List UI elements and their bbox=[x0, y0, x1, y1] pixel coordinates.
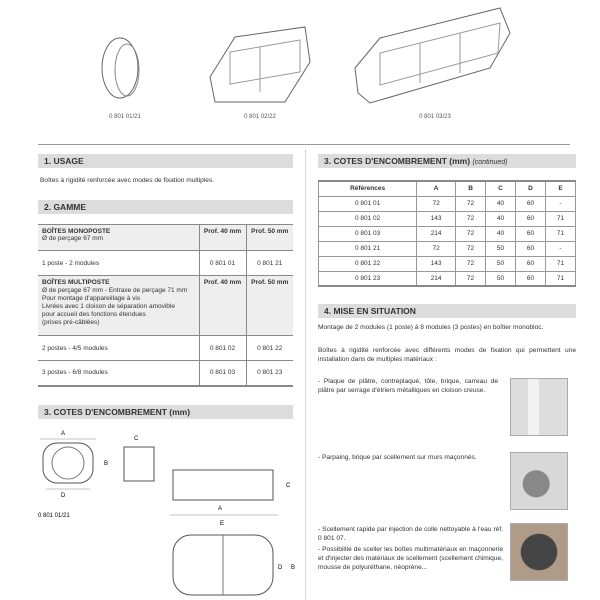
table-cell: 0 801 22 bbox=[319, 256, 417, 271]
svg-text:A: A bbox=[218, 506, 223, 512]
column-divider bbox=[305, 150, 306, 600]
table-row bbox=[319, 211, 576, 226]
table-cell: 71 bbox=[546, 211, 576, 226]
table-cell: 0 801 21 bbox=[319, 241, 417, 256]
table-cell: 71 bbox=[546, 226, 576, 241]
table-cell: 214 bbox=[417, 226, 456, 241]
table-cell: 72 bbox=[456, 271, 486, 286]
table-cell: 72 bbox=[456, 211, 486, 226]
svg-text:C: C bbox=[134, 436, 139, 442]
mise-text-2: Boîtes à rigidité renforcée avec différents modes de fixation qui permettent une installation dans de multiples matériaux : bbox=[318, 347, 576, 363]
install-photo-plasterboard bbox=[510, 378, 568, 436]
table-cell: 40 bbox=[486, 211, 516, 226]
svg-text:0 801 01/21: 0 801 01/21 bbox=[38, 513, 70, 519]
install-photo-masonry bbox=[510, 452, 568, 510]
table-cell: 60 bbox=[516, 271, 546, 286]
section-mise-title: 4. MISE EN SITUATION bbox=[318, 304, 576, 318]
table-cell: 71 bbox=[546, 256, 576, 271]
svg-text:C: C bbox=[286, 483, 291, 489]
table-row bbox=[319, 256, 576, 271]
bullet-3: - Scellement rapide par injection de colle nettoyable à l'eau réf. 0 801 07. bbox=[318, 526, 503, 542]
svg-text:D: D bbox=[278, 565, 283, 571]
bullet-2: - Parpaing, brique par scellement sur murs maçonnés. bbox=[318, 454, 477, 461]
table-cell: 40 bbox=[486, 196, 516, 211]
svg-text:B: B bbox=[291, 565, 296, 571]
divider bbox=[38, 144, 570, 145]
table-cell: 143 bbox=[417, 256, 456, 271]
table-cell: 0 801 23 bbox=[319, 271, 417, 286]
triple-box-drawing bbox=[350, 3, 515, 108]
section-cotes-title: 3. COTES D'ENCOMBREMENT (mm) bbox=[38, 405, 293, 419]
table-row: 1 poste - 2 modules 0 801 01 0 801 21 bbox=[38, 251, 293, 276]
table-cell: 60 bbox=[516, 196, 546, 211]
install-photo-injection bbox=[510, 523, 568, 581]
table-cell: 40 bbox=[486, 226, 516, 241]
table-cell: - bbox=[546, 196, 576, 211]
svg-text:D: D bbox=[61, 493, 66, 499]
dimension-drawings bbox=[38, 425, 298, 600]
mise-text-1: Montage de 2 modules (1 poste) à 8 modules (3 postes) en boîtier monobloc. bbox=[318, 324, 544, 331]
table-cell: 60 bbox=[516, 211, 546, 226]
table-cell: 0 801 03 bbox=[319, 226, 417, 241]
bullet-1: - Plaque de plâtre, contreplaqué, tôle, brique, carreau de plâtre par serrage d'étriers métalliques en cloison creuse. bbox=[318, 378, 498, 394]
usage-text: Boîtes à rigidité renforcée avec modes de fixation multiples. bbox=[40, 177, 215, 184]
table-cell: 72 bbox=[456, 196, 486, 211]
table-cell: 60 bbox=[516, 226, 546, 241]
table-row bbox=[319, 226, 576, 241]
table-cell: 0 801 02 bbox=[319, 211, 417, 226]
table-cell: 60 bbox=[516, 256, 546, 271]
bullet-4: - Possibilité de sceller les boîtes multimatériaux en maçonnerie et d'injecter des matériaux de scellement (scellement chimique, mousse de polyuréthane, néoprène... bbox=[318, 546, 503, 571]
table-row bbox=[319, 241, 576, 256]
svg-text:B: B bbox=[104, 461, 109, 467]
table-cell: 72 bbox=[417, 241, 456, 256]
table-cell: 0 801 01 bbox=[319, 196, 417, 211]
svg-text:E: E bbox=[220, 521, 225, 527]
section-cotes-continued-title: 3. COTES D'ENCOMBREMENT (mm) (continued) bbox=[318, 154, 576, 168]
table-cell: 72 bbox=[456, 226, 486, 241]
table-cell: 50 bbox=[486, 256, 516, 271]
section-gamme-title: 2. GAMME bbox=[38, 200, 293, 214]
dimensions-table: Références A B C D E 0 801 01 72 72 40 60 - 0 801 02 143 72 40 60 71 0 801 03 214 72 40 60 71 0 801 21 72 72 50 60 - 0 801 22 143 72 50 60 71 0 801 23 214 72 50 60 71 bbox=[318, 180, 576, 287]
table-cell: 60 bbox=[516, 241, 546, 256]
double-box-drawing bbox=[205, 22, 315, 107]
table-row bbox=[319, 271, 576, 286]
section-usage-title: 1. USAGE bbox=[38, 154, 293, 168]
gamme-table: BOÎTES MONOPOSTE Ø de perçage 67 mm Prof. 40 mm Prof. 50 mm 1 poste - 2 modules 0 801 01 0 801 21 BOÎTES MULTIPOSTE Ø de perçage 67 mm - Entraxe de perçage 71 mm Pour montage d'appareillage à vis Livrées avec 1 cloison de séparation amovible pour accueil des fonctions étendues (prises pré-câblées) Prof. 40 mm Prof. 50 mm 2 postes - 4/5 modules 0 801 02 0 801 22 3 postes - 6/8 modules 0 801 03 0 801 23 bbox=[38, 224, 293, 387]
table-cell: 72 bbox=[456, 256, 486, 271]
product-label: 0 801 03/23 bbox=[419, 114, 451, 120]
table-cell: 50 bbox=[486, 241, 516, 256]
table-row bbox=[319, 196, 576, 211]
table-cell: 72 bbox=[456, 241, 486, 256]
table-cell: - bbox=[546, 241, 576, 256]
table-cell: 71 bbox=[546, 271, 576, 286]
single-box-drawing bbox=[100, 28, 140, 108]
table-row: 3 postes - 6/8 modules 0 801 03 0 801 23 bbox=[38, 361, 293, 386]
table-cell: 72 bbox=[417, 196, 456, 211]
svg-text:A: A bbox=[61, 431, 66, 437]
product-label: 0 801 02/22 bbox=[244, 114, 276, 120]
table-cell: 50 bbox=[486, 271, 516, 286]
product-label: 0 801 01/21 bbox=[109, 114, 141, 120]
table-cell: 143 bbox=[417, 211, 456, 226]
table-cell: 214 bbox=[417, 271, 456, 286]
table-row: 2 postes - 4/5 modules 0 801 02 0 801 22 bbox=[38, 336, 293, 361]
